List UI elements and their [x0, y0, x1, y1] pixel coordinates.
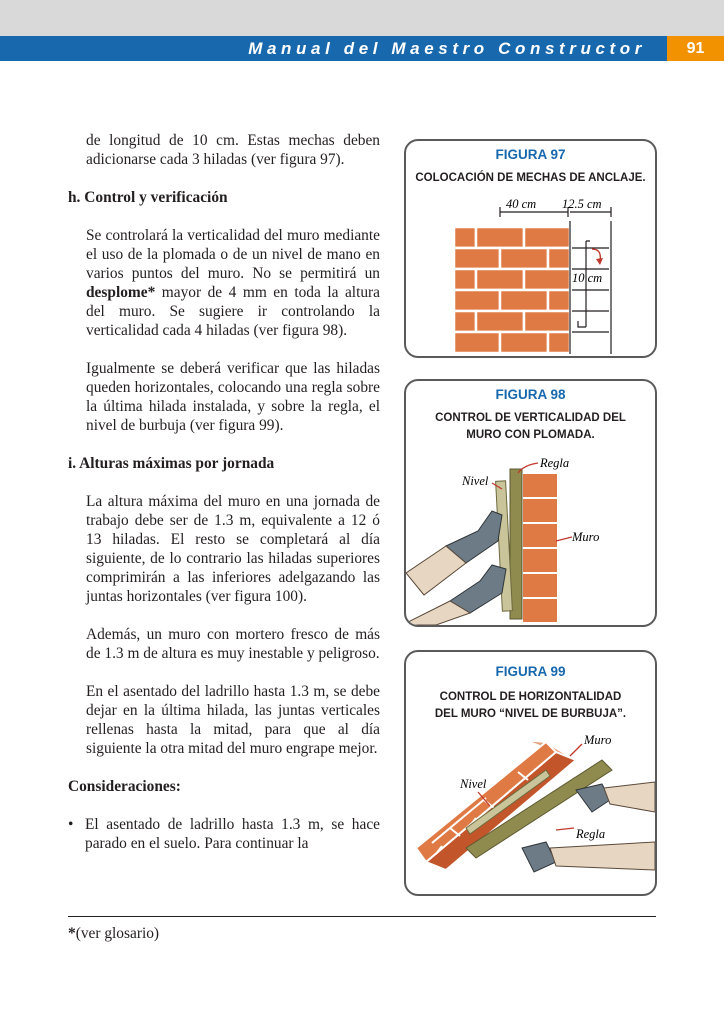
- figure-98-title: FIGURA 98: [495, 387, 566, 402]
- figure-97: [404, 139, 657, 358]
- paragraph-horizontalidad: Igualmente se deberá verificar que las hiladas queden horizontales, colocando una regla sobre la última hilada instalada, y sobre la regla, el nivel de burbuja (ver figura 99).: [86, 360, 380, 434]
- label-nivel: Nivel: [462, 474, 489, 488]
- figure-99-illustration: [406, 652, 655, 894]
- figure-99-caption-line1: CONTROL DE HORIZONTALIDAD: [439, 691, 622, 703]
- footnote-mark: *: [68, 925, 76, 942]
- running-header-title: Manual del Maestro Constructor: [248, 39, 646, 58]
- paragraph-intro: de longitud de 10 cm. Estas mechas deben adicionarse cada 3 hiladas (ver figura 97).: [86, 132, 380, 168]
- figure-99-title: FIGURA 99: [495, 664, 566, 679]
- figure-98-caption-line1: CONTROL DE VERTICALIDAD DEL: [435, 412, 626, 424]
- paragraph-verticalidad: Se controlará la verticalidad del muro mediante el uso de la plomada o de un nivel de mano en varios puntos del muro. No se permitirá un desplome* mayor de 4 mm en toda la altura del muro. Se sugiere ir controlando la verticalidad cada 4 hiladas (ver figura 98).: [86, 227, 380, 339]
- footnote-rule: [68, 916, 656, 917]
- footnote: [68, 925, 159, 943]
- page-number: 91: [667, 36, 724, 61]
- label-muro: Muro: [572, 530, 600, 544]
- label-regla: Regla: [540, 456, 570, 470]
- bullet-item: [68, 815, 380, 853]
- bullet-text: El asentado de ladrillo hasta 1.3 m, se hace parado en el suelo. Para continuar la: [85, 816, 380, 852]
- heading-control-verificacion: h. Control y verificación: [68, 189, 228, 206]
- figure-98: [404, 379, 657, 627]
- heading-consideraciones: Consideraciones:: [68, 778, 181, 795]
- heading-alturas-maximas: i. Alturas máximas por jornada: [68, 455, 275, 472]
- label-regla: Regla: [576, 827, 606, 841]
- paragraph-juntas-verticales: En el asentado del ladrillo hasta 1.3 m, se debe dejar en la última hilada, las juntas verticales rellenas hasta la mitad, para que al día siguiente la otra mitad del muro engrape mejor.: [86, 683, 380, 757]
- term-desplome: desplome*: [86, 284, 156, 301]
- dim-10cm: 10 cm: [572, 271, 603, 285]
- label-nivel: Nivel: [460, 777, 487, 791]
- paragraph-altura-maxima: La altura máxima del muro en una jornada de trabajo debe ser de 1.3 m, equivalente a 12 ó 13 hiladas. El resto se completará al día siguiente, de lo contrario las hiladas superiores comprimirán a las inferiores adelgazando las juntas horizontales (ver figura 100).: [86, 493, 380, 605]
- figure-97-caption: COLOCACIÓN DE MECHAS DE ANCLAJE.: [415, 172, 646, 184]
- figure-98-caption-line2: MURO CON PLOMADA.: [466, 429, 595, 441]
- label-muro: Muro: [584, 733, 612, 747]
- bullet-dot: •: [68, 816, 74, 833]
- dim-40cm: 40 cm: [506, 197, 537, 211]
- figure-99-caption-line2: DEL MURO “NIVEL DE BURBUJA”.: [434, 708, 627, 720]
- text-column: [68, 131, 380, 853]
- dim-12-5cm: 12.5 cm: [562, 197, 602, 211]
- figure-99: [404, 650, 657, 896]
- figure-98-illustration: [406, 381, 655, 625]
- figure-97-illustration: [406, 141, 655, 356]
- paragraph-mortero-fresco: Además, un muro con mortero fresco de más de 1.3 m de altura es muy inestable y peligroso.: [86, 626, 380, 662]
- figure-97-title: FIGURA 97: [495, 147, 566, 162]
- top-band: [0, 0, 724, 36]
- footnote-text: (ver glosario): [75, 925, 160, 942]
